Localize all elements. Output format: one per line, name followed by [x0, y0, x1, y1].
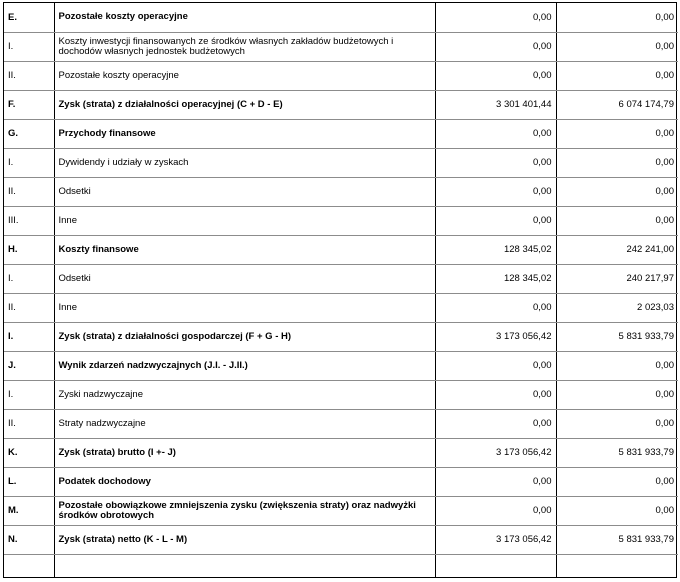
row-label: Zyski nadzwyczajne: [54, 380, 435, 409]
row-label: Inne: [54, 206, 435, 235]
value-previous-period: 0,00: [556, 3, 678, 32]
value-current-period: 0,00: [435, 409, 556, 438]
value-previous-period: 0,00: [556, 177, 678, 206]
value-current-period: 0,00: [435, 206, 556, 235]
row-code: E.: [4, 3, 54, 32]
table-row: [4, 177, 678, 206]
value-previous-period: 5 831 933,79: [556, 438, 678, 467]
row-code: L.: [4, 467, 54, 496]
row-label: Zysk (strata) brutto (I +- J): [54, 438, 435, 467]
row-label: Podatek dochodowy: [54, 467, 435, 496]
value-previous-period: 0,00: [556, 409, 678, 438]
value-previous-period: 0,00: [556, 32, 678, 61]
value-current-period: 128 345,02: [435, 235, 556, 264]
value-current-period: 3 173 056,42: [435, 322, 556, 351]
table-row: [4, 322, 678, 351]
table-row: [4, 206, 678, 235]
table-row: [4, 438, 678, 467]
financial-statement-table-frame: [3, 2, 677, 578]
value-current-period: [435, 554, 556, 577]
table-row: [4, 61, 678, 90]
value-current-period: 0,00: [435, 496, 556, 525]
row-label: Inne: [54, 293, 435, 322]
value-previous-period: 5 831 933,79: [556, 322, 678, 351]
table-row: [4, 90, 678, 119]
row-label: Pozostałe koszty operacyjne: [54, 3, 435, 32]
row-code: M.: [4, 496, 54, 525]
row-code: II.: [4, 409, 54, 438]
value-current-period: 0,00: [435, 148, 556, 177]
row-label: Odsetki: [54, 177, 435, 206]
row-label: Zysk (strata) z działalności operacyjnej (C + D - E): [54, 90, 435, 119]
row-code: II.: [4, 293, 54, 322]
value-current-period: 0,00: [435, 380, 556, 409]
table-row: [4, 467, 678, 496]
financial-statement-table: [4, 3, 678, 577]
row-code: III.: [4, 206, 54, 235]
value-previous-period: 0,00: [556, 61, 678, 90]
value-previous-period: 0,00: [556, 380, 678, 409]
value-current-period: 3 173 056,42: [435, 525, 556, 554]
row-label: Koszty inwestycji finansowanych ze środków własnych zakładów budżetowych i dochodów własnych jednostek budżetowych: [54, 32, 435, 61]
row-label: Zysk (strata) z działalności gospodarczej (F + G - H): [54, 322, 435, 351]
value-current-period: 0,00: [435, 177, 556, 206]
value-current-period: 0,00: [435, 119, 556, 148]
row-label: Odsetki: [54, 264, 435, 293]
table-row: [4, 496, 678, 525]
value-current-period: 3 301 401,44: [435, 90, 556, 119]
value-previous-period: 0,00: [556, 496, 678, 525]
value-current-period: 0,00: [435, 32, 556, 61]
row-code: G.: [4, 119, 54, 148]
value-previous-period: 0,00: [556, 351, 678, 380]
row-code: I.: [4, 148, 54, 177]
table-row: [4, 235, 678, 264]
row-code: II.: [4, 61, 54, 90]
value-current-period: 3 173 056,42: [435, 438, 556, 467]
value-current-period: 0,00: [435, 61, 556, 90]
row-code: F.: [4, 90, 54, 119]
value-previous-period: 240 217,97: [556, 264, 678, 293]
table-row: [4, 525, 678, 554]
row-label: Dywidendy i udziały w zyskach: [54, 148, 435, 177]
table-row: [4, 119, 678, 148]
value-previous-period: [556, 554, 678, 577]
row-code: J.: [4, 351, 54, 380]
table-row: [4, 3, 678, 32]
row-code: K.: [4, 438, 54, 467]
table-row: [4, 293, 678, 322]
row-code: I.: [4, 32, 54, 61]
row-label: Wynik zdarzeń nadzwyczajnych (J.I. - J.II.): [54, 351, 435, 380]
value-previous-period: 5 831 933,79: [556, 525, 678, 554]
row-label: Straty nadzwyczajne: [54, 409, 435, 438]
value-previous-period: 6 074 174,79: [556, 90, 678, 119]
row-code: [4, 554, 54, 577]
row-label: Przychody finansowe: [54, 119, 435, 148]
value-current-period: 0,00: [435, 3, 556, 32]
value-current-period: 0,00: [435, 293, 556, 322]
row-label: Pozostałe koszty operacyjne: [54, 61, 435, 90]
row-code: N.: [4, 525, 54, 554]
table-row: [4, 554, 678, 577]
table-row: [4, 380, 678, 409]
row-label: [54, 554, 435, 577]
table-row: [4, 32, 678, 61]
value-current-period: 128 345,02: [435, 264, 556, 293]
row-code: H.: [4, 235, 54, 264]
value-previous-period: 0,00: [556, 206, 678, 235]
value-previous-period: 0,00: [556, 148, 678, 177]
value-previous-period: 2 023,03: [556, 293, 678, 322]
value-current-period: 0,00: [435, 467, 556, 496]
value-previous-period: 0,00: [556, 119, 678, 148]
row-code: II.: [4, 177, 54, 206]
row-label: Pozostałe obowiązkowe zmniejszenia zysku (zwiększenia straty) oraz nadwyżki środków obrotowych: [54, 496, 435, 525]
table-body: [4, 3, 678, 577]
row-label: Zysk (strata) netto (K - L - M): [54, 525, 435, 554]
table-row: [4, 409, 678, 438]
row-code: I.: [4, 380, 54, 409]
table-row: [4, 351, 678, 380]
row-code: I.: [4, 264, 54, 293]
value-previous-period: 0,00: [556, 467, 678, 496]
value-current-period: 0,00: [435, 351, 556, 380]
table-row: [4, 264, 678, 293]
table-row: [4, 148, 678, 177]
row-code: I.: [4, 322, 54, 351]
value-previous-period: 242 241,00: [556, 235, 678, 264]
row-label: Koszty finansowe: [54, 235, 435, 264]
